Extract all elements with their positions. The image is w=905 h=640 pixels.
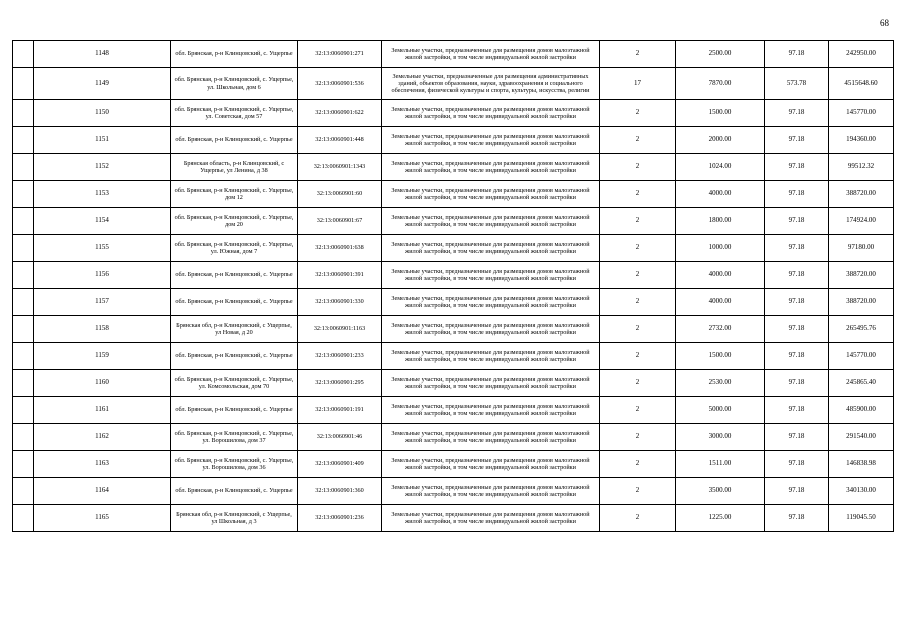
land-plots-table bbox=[12, 40, 894, 532]
cadastral-value-cell: 485900.00 bbox=[829, 397, 894, 424]
blank-cell bbox=[13, 127, 34, 154]
table-row bbox=[13, 127, 894, 154]
rate-cell: 97.18 bbox=[765, 262, 829, 289]
table-row bbox=[13, 343, 894, 370]
rate-cell: 97.18 bbox=[765, 478, 829, 505]
cadastral-value-cell: 174924.00 bbox=[829, 208, 894, 235]
cadastral-number-cell: 32:13:0060901:638 bbox=[298, 235, 382, 262]
land-use-cell: Земельные участки, предназначенные для размещения домов малоэтажной жилой застройки, в том числе индивидуальной жилой застройки bbox=[382, 370, 600, 397]
rate-cell: 97.18 bbox=[765, 127, 829, 154]
cadastral-number-cell: 32:13:0060901:233 bbox=[298, 343, 382, 370]
area-cell: 1500.00 bbox=[676, 100, 765, 127]
area-cell: 4000.00 bbox=[676, 181, 765, 208]
area-cell: 4000.00 bbox=[676, 289, 765, 316]
table-row bbox=[13, 424, 894, 451]
table-body bbox=[13, 41, 894, 532]
row-number-cell: 1152 bbox=[34, 154, 171, 181]
group-cell: 2 bbox=[600, 316, 676, 343]
rate-cell: 97.18 bbox=[765, 208, 829, 235]
rate-cell: 97.18 bbox=[765, 41, 829, 68]
land-use-cell: Земельные участки, предназначенные для размещения домов малоэтажной жилой застройки, в том числе индивидуальной жилой застройки bbox=[382, 289, 600, 316]
address-cell: обл. Брянская, р-н Клинцовский, с. Ущерпье bbox=[171, 397, 298, 424]
table-row bbox=[13, 208, 894, 235]
cadastral-value-cell: 291540.00 bbox=[829, 424, 894, 451]
cadastral-value-cell: 388720.00 bbox=[829, 181, 894, 208]
table-row bbox=[13, 505, 894, 532]
area-cell: 1024.00 bbox=[676, 154, 765, 181]
row-number-cell: 1150 bbox=[34, 100, 171, 127]
cadastral-number-cell: 32:13:0060901:391 bbox=[298, 262, 382, 289]
land-use-cell: Земельные участки, предназначенные для размещения домов малоэтажной жилой застройки, в том числе индивидуальной жилой застройки bbox=[382, 424, 600, 451]
table-row bbox=[13, 451, 894, 478]
cadastral-number-cell: 32:13:0060901:271 bbox=[298, 41, 382, 68]
group-cell: 2 bbox=[600, 100, 676, 127]
address-cell: обл. Брянская, р-н Клинцовский, с. Ущерпье, ул. Советская, дом 57 bbox=[171, 100, 298, 127]
group-cell: 2 bbox=[600, 424, 676, 451]
group-cell: 2 bbox=[600, 451, 676, 478]
group-cell: 2 bbox=[600, 262, 676, 289]
land-use-cell: Земельные участки, предназначенные для размещения домов малоэтажной жилой застройки, в том числе индивидуальной жилой застройки bbox=[382, 316, 600, 343]
row-number-cell: 1159 bbox=[34, 343, 171, 370]
cadastral-value-cell: 99512.32 bbox=[829, 154, 894, 181]
land-use-cell: Земельные участки, предназначенные для размещения домов малоэтажной жилой застройки, в том числе индивидуальной жилой застройки bbox=[382, 343, 600, 370]
cadastral-number-cell: 32:13:0060901:448 bbox=[298, 127, 382, 154]
row-number-cell: 1162 bbox=[34, 424, 171, 451]
land-use-cell: Земельные участки, предназначенные для размещения административных зданий, объектов образования, науки, здравоохранения и социального обеспечения, физической культуры и спорта, культуры, искусства, религии bbox=[382, 68, 600, 100]
land-use-cell: Земельные участки, предназначенные для размещения домов малоэтажной жилой застройки, в том числе индивидуальной жилой застройки bbox=[382, 235, 600, 262]
group-cell: 2 bbox=[600, 289, 676, 316]
row-number-cell: 1157 bbox=[34, 289, 171, 316]
land-use-cell: Земельные участки, предназначенные для размещения домов малоэтажной жилой застройки, в том числе индивидуальной жилой застройки bbox=[382, 100, 600, 127]
land-use-cell: Земельные участки, предназначенные для размещения домов малоэтажной жилой застройки, в том числе индивидуальной жилой застройки bbox=[382, 451, 600, 478]
cadastral-number-cell: 32:13:0060901:330 bbox=[298, 289, 382, 316]
cadastral-number-cell: 32:13:0060901:67 bbox=[298, 208, 382, 235]
row-number-cell: 1155 bbox=[34, 235, 171, 262]
row-number-cell: 1165 bbox=[34, 505, 171, 532]
address-cell: Брянская область, р-н Клинцовский, с Ущерпье, ул Ленина, д 38 bbox=[171, 154, 298, 181]
table-row bbox=[13, 41, 894, 68]
rate-cell: 97.18 bbox=[765, 397, 829, 424]
area-cell: 2530.00 bbox=[676, 370, 765, 397]
page-number: 68 bbox=[880, 18, 889, 28]
area-cell: 1500.00 bbox=[676, 343, 765, 370]
area-cell: 3000.00 bbox=[676, 424, 765, 451]
cadastral-number-cell: 32:13:0060901:46 bbox=[298, 424, 382, 451]
rate-cell: 97.18 bbox=[765, 100, 829, 127]
table-row bbox=[13, 478, 894, 505]
address-cell: обл. Брянская, р-н Клинцовский, с. Ущерпье, дом 20 bbox=[171, 208, 298, 235]
group-cell: 2 bbox=[600, 370, 676, 397]
cadastral-value-cell: 388720.00 bbox=[829, 262, 894, 289]
group-cell: 2 bbox=[600, 181, 676, 208]
cadastral-value-cell: 194360.00 bbox=[829, 127, 894, 154]
row-number-cell: 1153 bbox=[34, 181, 171, 208]
group-cell: 2 bbox=[600, 235, 676, 262]
address-cell: обл. Брянская, р-н Клинцовский, с. Ущерпье bbox=[171, 289, 298, 316]
blank-cell bbox=[13, 478, 34, 505]
blank-cell bbox=[13, 262, 34, 289]
cadastral-number-cell: 32:13:0060901:360 bbox=[298, 478, 382, 505]
cadastral-number-cell: 32:13:0060901:1163 bbox=[298, 316, 382, 343]
cadastral-value-cell: 242950.00 bbox=[829, 41, 894, 68]
land-use-cell: Земельные участки, предназначенные для размещения домов малоэтажной жилой застройки, в том числе индивидуальной жилой застройки bbox=[382, 208, 600, 235]
area-cell: 3500.00 bbox=[676, 478, 765, 505]
address-cell: обл. Брянская, р-н Клинцовский, с. Ущерпье, ул. Комсомольская, дом 70 bbox=[171, 370, 298, 397]
row-number-cell: 1164 bbox=[34, 478, 171, 505]
group-cell: 17 bbox=[600, 68, 676, 100]
area-cell: 2732.00 bbox=[676, 316, 765, 343]
table-row bbox=[13, 370, 894, 397]
table-row bbox=[13, 68, 894, 100]
cadastral-value-cell: 4515648.60 bbox=[829, 68, 894, 100]
address-cell: обл. Брянская, р-н Клинцовский, с. Ущерпье bbox=[171, 262, 298, 289]
rate-cell: 97.18 bbox=[765, 505, 829, 532]
cadastral-value-cell: 145770.00 bbox=[829, 343, 894, 370]
table-row bbox=[13, 235, 894, 262]
cadastral-value-cell: 145770.00 bbox=[829, 100, 894, 127]
cadastral-value-cell: 245865.40 bbox=[829, 370, 894, 397]
address-cell: обл. Брянская, р-н Клинцовский, с. Ущерпье, ул. Школьная, дом 6 bbox=[171, 68, 298, 100]
group-cell: 2 bbox=[600, 397, 676, 424]
group-cell: 2 bbox=[600, 41, 676, 68]
blank-cell bbox=[13, 451, 34, 478]
row-number-cell: 1149 bbox=[34, 68, 171, 100]
cadastral-value-cell: 146838.98 bbox=[829, 451, 894, 478]
group-cell: 2 bbox=[600, 343, 676, 370]
group-cell: 2 bbox=[600, 208, 676, 235]
cadastral-number-cell: 32:13:0060901:536 bbox=[298, 68, 382, 100]
blank-cell bbox=[13, 370, 34, 397]
table-row bbox=[13, 262, 894, 289]
address-cell: обл. Брянская, р-н Клинцовский, с. Ущерпье, дом 12 bbox=[171, 181, 298, 208]
blank-cell bbox=[13, 424, 34, 451]
row-number-cell: 1151 bbox=[34, 127, 171, 154]
blank-cell bbox=[13, 154, 34, 181]
row-number-cell: 1161 bbox=[34, 397, 171, 424]
blank-cell bbox=[13, 208, 34, 235]
rate-cell: 97.18 bbox=[765, 154, 829, 181]
address-cell: обл. Брянская, р-н Клинцовский, с. Ущерпье bbox=[171, 127, 298, 154]
cadastral-value-cell: 97180.00 bbox=[829, 235, 894, 262]
cadastral-number-cell: 32:13:0060901:60 bbox=[298, 181, 382, 208]
blank-cell bbox=[13, 505, 34, 532]
area-cell: 1800.00 bbox=[676, 208, 765, 235]
row-number-cell: 1154 bbox=[34, 208, 171, 235]
cadastral-value-cell: 340130.00 bbox=[829, 478, 894, 505]
rate-cell: 97.18 bbox=[765, 316, 829, 343]
rate-cell: 97.18 bbox=[765, 181, 829, 208]
land-use-cell: Земельные участки, предназначенные для размещения домов малоэтажной жилой застройки, в том числе индивидуальной жилой застройки bbox=[382, 262, 600, 289]
cadastral-number-cell: 32:13:0060901:409 bbox=[298, 451, 382, 478]
row-number-cell: 1163 bbox=[34, 451, 171, 478]
address-cell: обл. Брянская, р-н Клинцовский, с. Ущерпье bbox=[171, 343, 298, 370]
land-use-cell: Земельные участки, предназначенные для размещения домов малоэтажной жилой застройки, в том числе индивидуальной жилой застройки bbox=[382, 127, 600, 154]
row-number-cell: 1160 bbox=[34, 370, 171, 397]
address-cell: обл. Брянская, р-н Клинцовский, с. Ущерпье bbox=[171, 478, 298, 505]
address-cell: обл. Брянская, р-н Клинцовский, с. Ущерпье bbox=[171, 41, 298, 68]
blank-cell bbox=[13, 181, 34, 208]
blank-cell bbox=[13, 316, 34, 343]
cadastral-number-cell: 32:13:0060901:622 bbox=[298, 100, 382, 127]
blank-cell bbox=[13, 397, 34, 424]
row-number-cell: 1156 bbox=[34, 262, 171, 289]
group-cell: 2 bbox=[600, 478, 676, 505]
cadastral-value-cell: 388720.00 bbox=[829, 289, 894, 316]
table-row bbox=[13, 397, 894, 424]
row-number-cell: 1158 bbox=[34, 316, 171, 343]
cadastral-number-cell: 32:13:0060901:295 bbox=[298, 370, 382, 397]
rate-cell: 97.18 bbox=[765, 424, 829, 451]
land-use-cell: Земельные участки, предназначенные для размещения домов малоэтажной жилой застройки, в том числе индивидуальной жилой застройки bbox=[382, 181, 600, 208]
rate-cell: 573.78 bbox=[765, 68, 829, 100]
cadastral-number-cell: 32:13:0060901:236 bbox=[298, 505, 382, 532]
table-row bbox=[13, 289, 894, 316]
area-cell: 7870.00 bbox=[676, 68, 765, 100]
rate-cell: 97.18 bbox=[765, 343, 829, 370]
area-cell: 2500.00 bbox=[676, 41, 765, 68]
rate-cell: 97.18 bbox=[765, 370, 829, 397]
table-row bbox=[13, 100, 894, 127]
blank-cell bbox=[13, 100, 34, 127]
area-cell: 1000.00 bbox=[676, 235, 765, 262]
area-cell: 1511.00 bbox=[676, 451, 765, 478]
rate-cell: 97.18 bbox=[765, 451, 829, 478]
group-cell: 2 bbox=[600, 127, 676, 154]
row-number-cell: 1148 bbox=[34, 41, 171, 68]
blank-cell bbox=[13, 41, 34, 68]
address-cell: Брянская обл, р-н Клинцовский, с Ущерпье, ул Школьная, д 3 bbox=[171, 505, 298, 532]
blank-cell bbox=[13, 289, 34, 316]
group-cell: 2 bbox=[600, 505, 676, 532]
area-cell: 4000.00 bbox=[676, 262, 765, 289]
address-cell: обл. Брянская, р-н Клинцовский, с. Ущерпье, ул. Южная, дом 7 bbox=[171, 235, 298, 262]
land-use-cell: Земельные участки, предназначенные для размещения домов малоэтажной жилой застройки, в том числе индивидуальной жилой застройки bbox=[382, 41, 600, 68]
address-cell: обл. Брянская, р-н Клинцовский, с. Ущерпье, ул. Ворошилова, дом 36 bbox=[171, 451, 298, 478]
table-row bbox=[13, 181, 894, 208]
rate-cell: 97.18 bbox=[765, 235, 829, 262]
group-cell: 2 bbox=[600, 154, 676, 181]
table-row bbox=[13, 316, 894, 343]
address-cell: Брянская обл, р-н Клинцовский, с Ущерпье, ул Новая, д 20 bbox=[171, 316, 298, 343]
area-cell: 2000.00 bbox=[676, 127, 765, 154]
blank-cell bbox=[13, 68, 34, 100]
table-row bbox=[13, 154, 894, 181]
cadastral-value-cell: 119045.50 bbox=[829, 505, 894, 532]
rate-cell: 97.18 bbox=[765, 289, 829, 316]
blank-cell bbox=[13, 235, 34, 262]
area-cell: 5000.00 bbox=[676, 397, 765, 424]
cadastral-number-cell: 32:13:0060901:1343 bbox=[298, 154, 382, 181]
land-use-cell: Земельные участки, предназначенные для размещения домов малоэтажной жилой застройки, в том числе индивидуальной жилой застройки bbox=[382, 478, 600, 505]
land-use-cell: Земельные участки, предназначенные для размещения домов малоэтажной жилой застройки, в том числе индивидуальной жилой застройки bbox=[382, 397, 600, 424]
cadastral-value-cell: 265495.76 bbox=[829, 316, 894, 343]
land-use-cell: Земельные участки, предназначенные для размещения домов малоэтажной жилой застройки, в том числе индивидуальной жилой застройки bbox=[382, 505, 600, 532]
cadastral-number-cell: 32:13:0060901:191 bbox=[298, 397, 382, 424]
area-cell: 1225.00 bbox=[676, 505, 765, 532]
address-cell: обл. Брянская, р-н Клинцовский, с. Ущерпье, ул. Ворошилова, дом 37 bbox=[171, 424, 298, 451]
blank-cell bbox=[13, 343, 34, 370]
land-use-cell: Земельные участки, предназначенные для размещения домов малоэтажной жилой застройки, в том числе индивидуальной жилой застройки bbox=[382, 154, 600, 181]
